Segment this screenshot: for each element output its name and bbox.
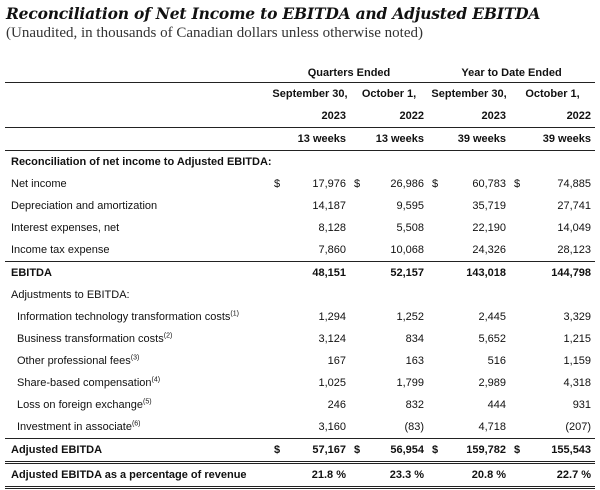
cell-value: 1,294 xyxy=(318,311,346,323)
cell-value: 144,798 xyxy=(528,262,595,285)
cell-value: 444 xyxy=(487,399,507,411)
row-label: Other professional fees$^{(3)}$ xyxy=(17,354,140,367)
currency-symbol: $ xyxy=(510,439,528,463)
cell-value: 20.8 % xyxy=(446,463,510,488)
row-label: Information technology transformation costs$^{(1)}$ xyxy=(17,310,239,323)
cell-value: 1,159 xyxy=(563,355,592,367)
header-year-col3: 2023 xyxy=(481,110,507,122)
footnote-ref: (4) xyxy=(151,376,161,384)
page-title: Reconciliation of Net Income to EBITDA and Adjusted EBITDA xyxy=(6,4,541,23)
row-label: Net income xyxy=(11,178,67,190)
adjustments-label-row xyxy=(5,284,595,306)
cell-value: 1,252 xyxy=(396,311,425,323)
table-row xyxy=(5,217,595,239)
cell-value: 246 xyxy=(327,399,346,411)
cell-value: 14,187 xyxy=(312,200,346,212)
header-date-col1: September 30, xyxy=(270,83,350,106)
row-label: Interest expenses, net xyxy=(11,222,120,234)
table-row xyxy=(5,306,595,328)
cell-value: 1,025 xyxy=(318,377,346,389)
cell-value: 1,215 xyxy=(563,333,592,345)
footnote-ref: (1) xyxy=(230,310,239,318)
section-label: Reconciliation of net income to Adjusted EBITDA: xyxy=(5,151,595,174)
header-row-weeks xyxy=(5,128,595,151)
cell-value: 4,318 xyxy=(563,377,592,389)
header-row-period xyxy=(5,64,595,83)
cell-value: 60,783 xyxy=(472,178,507,190)
ebitda-row xyxy=(5,262,595,285)
row-label: Share-based compensation$^{(4)}$ xyxy=(17,376,161,389)
cell-value: 8,128 xyxy=(318,222,346,234)
cell-value: 4,718 xyxy=(478,421,507,433)
cell-value: 21.8 % xyxy=(288,463,350,488)
table-row xyxy=(5,416,595,439)
header-year-col1: 2023 xyxy=(321,110,346,122)
footnote-ref: (5) xyxy=(142,398,152,406)
cell-value: 931 xyxy=(572,399,592,411)
currency-symbol: $ xyxy=(270,439,288,463)
cell-value: 14,049 xyxy=(557,222,592,234)
cell-value: 5,652 xyxy=(478,333,507,345)
currency-symbol: $ xyxy=(354,178,361,190)
cell-value: 57,167 xyxy=(288,439,350,463)
table-row xyxy=(5,328,595,350)
cell-value: 3,329 xyxy=(563,311,592,323)
cell-value: 17,976 xyxy=(312,178,346,190)
table-row xyxy=(5,239,595,262)
cell-value: 23.3 % xyxy=(368,463,428,488)
cell-value: 832 xyxy=(405,399,425,411)
cell-value: 5,508 xyxy=(396,222,425,234)
header-quarters-ended: Quarters Ended xyxy=(307,67,391,79)
header-row-year xyxy=(5,105,595,128)
table-row xyxy=(5,195,595,217)
cell-value: 2,989 xyxy=(478,377,507,389)
cell-value: 52,157 xyxy=(368,262,428,285)
row-label: Business transformation costs$^{(2)}$ xyxy=(17,332,173,345)
adjusted-ebitda-row xyxy=(5,439,595,463)
currency-symbol: $ xyxy=(274,178,281,190)
cell-value: 22.7 % xyxy=(528,463,595,488)
cell-value: 28,123 xyxy=(557,244,592,256)
cell-value: 1,799 xyxy=(396,377,425,389)
cell-value: 74,885 xyxy=(557,178,592,190)
table-row xyxy=(5,350,595,372)
table-row xyxy=(5,372,595,394)
cell-value: 159,782 xyxy=(446,439,510,463)
row-label: Depreciation and amortization xyxy=(11,200,158,212)
header-weeks-col4: 39 weeks xyxy=(510,128,595,151)
footnote-ref: (6) xyxy=(131,420,141,428)
header-date-col2: October 1, xyxy=(350,83,428,106)
adjusted-ebitda-pct-label: Adjusted EBITDA as a percentage of revenue xyxy=(5,463,270,488)
adjusted-ebitda-pct-row xyxy=(5,463,595,488)
cell-value: 27,741 xyxy=(557,200,592,212)
header-ytd-ended: Year to Date Ended xyxy=(461,67,562,79)
cell-value: 48,151 xyxy=(288,262,350,285)
page-subtitle: (Unaudited, in thousands of Canadian dollars unless otherwise noted) xyxy=(6,25,423,41)
cell-value: 56,954 xyxy=(368,439,428,463)
header-year-col2: 2022 xyxy=(399,110,425,122)
adjusted-ebitda-label: Adjusted EBITDA xyxy=(5,439,270,463)
ebitda-label: EBITDA xyxy=(5,262,270,285)
cell-value: 22,190 xyxy=(472,222,507,234)
cell-value: 10,068 xyxy=(390,244,425,256)
cell-value: 3,124 xyxy=(318,333,346,345)
table-row xyxy=(5,394,595,416)
header-row-date xyxy=(5,83,595,106)
cell-value: 163 xyxy=(405,355,425,367)
cell-value: 26,986 xyxy=(390,178,425,190)
cell-value: 155,543 xyxy=(528,439,595,463)
adjustments-label: Adjustments to EBITDA: xyxy=(11,289,130,301)
cell-value: 167 xyxy=(327,355,346,367)
header-date-col4: October 1, xyxy=(510,83,595,106)
header-weeks-col2: 13 weeks xyxy=(350,128,428,151)
cell-value: 9,595 xyxy=(396,200,425,212)
cell-value: 834 xyxy=(405,333,425,345)
footnote-ref: (2) xyxy=(163,332,173,340)
cell-value: 24,326 xyxy=(472,244,507,256)
cell-value: (207) xyxy=(565,421,592,433)
header-year-col4: 2022 xyxy=(566,110,592,122)
cell-value: 7,860 xyxy=(318,244,346,256)
reconciliation-table xyxy=(5,64,595,489)
header-date-col3: September 30, xyxy=(428,83,510,106)
header-weeks-col1: 13 weeks xyxy=(270,128,350,151)
row-label: Income tax expense xyxy=(11,244,110,256)
cell-value: (83) xyxy=(404,421,425,433)
cell-value: 2,445 xyxy=(478,311,507,323)
cell-value: 516 xyxy=(487,355,507,367)
footnote-ref: (3) xyxy=(130,354,140,362)
table-row xyxy=(5,173,595,195)
row-label: Loss on foreign exchange$^{(5)}$ xyxy=(17,398,152,411)
row-label: Investment in associate$^{(6)}$ xyxy=(17,420,141,433)
currency-symbol: $ xyxy=(514,178,521,190)
currency-symbol: $ xyxy=(428,439,446,463)
section-label-row xyxy=(5,151,595,174)
cell-value: 35,719 xyxy=(472,200,507,212)
cell-value: 3,160 xyxy=(318,421,346,433)
header-weeks-col3: 39 weeks xyxy=(428,128,510,151)
cell-value: 143,018 xyxy=(446,262,510,285)
currency-symbol: $ xyxy=(350,439,368,463)
currency-symbol: $ xyxy=(432,178,439,190)
